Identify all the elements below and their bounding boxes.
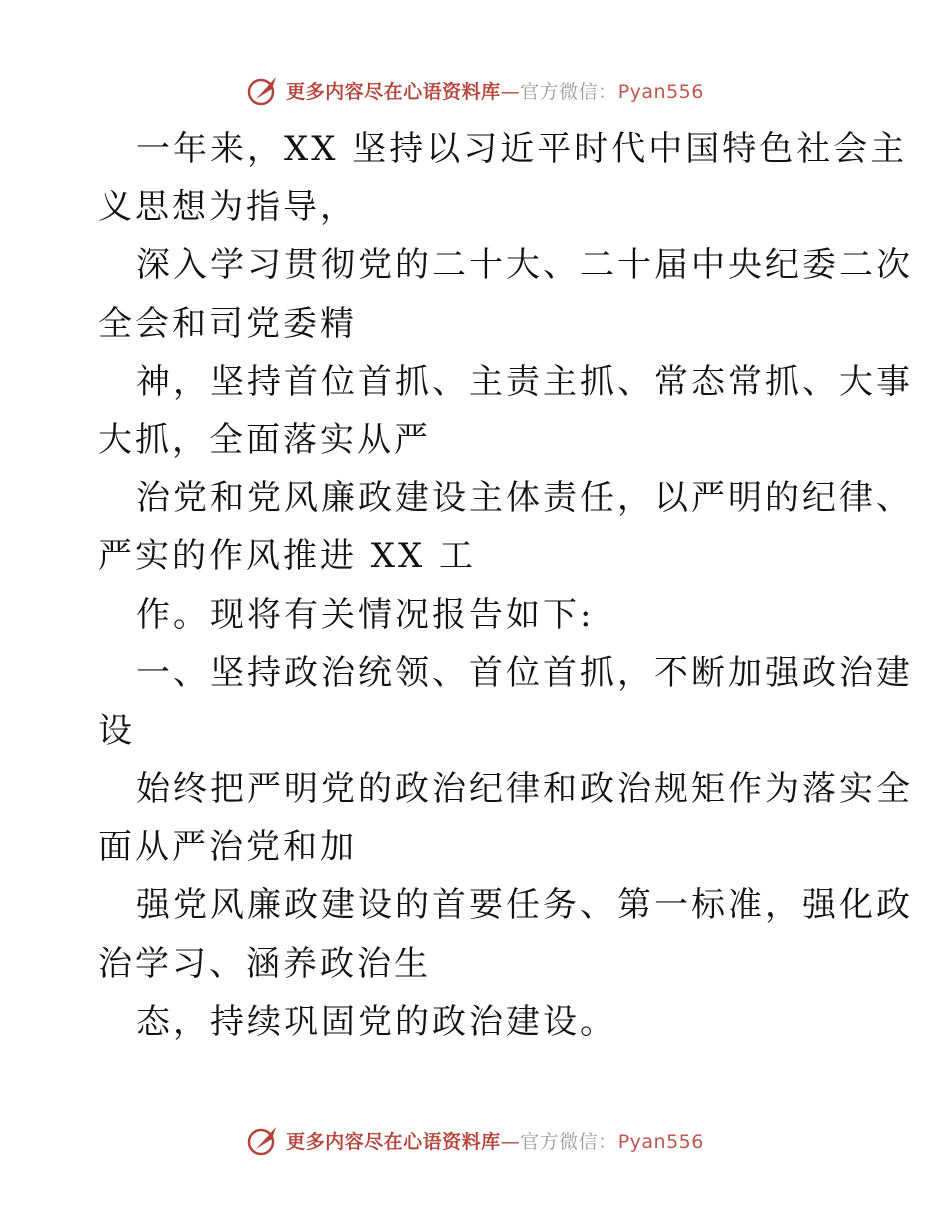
- paragraph-line: 强党风廉政建设的首要任务、第一标准，强化政: [136, 885, 913, 926]
- paragraph-line: 义思想为指导，: [98, 187, 357, 228]
- watermark-dash: —: [500, 1130, 521, 1153]
- section-heading-continuation: 设: [98, 710, 135, 751]
- paragraph-line: 一年来，XX 坚持以习近平时代中国特色社会主: [136, 129, 908, 169]
- watermark-wechat-id: Pyan556: [617, 80, 704, 103]
- paragraph-line: 全会和司党委精: [98, 303, 357, 344]
- paragraph-line: 始终把严明党的政治纪律和政治规矩作为落实全: [136, 769, 913, 810]
- paragraph-line: 态，持续巩固党的政治建设。: [136, 1001, 617, 1042]
- paragraph-line: 治学习、涵养政治生: [98, 943, 431, 984]
- header-watermark: [0, 70, 950, 110]
- paragraph-line: 神，坚持首位首抓、主责主抓、常态常抓、大事: [136, 361, 913, 402]
- watermark-dash: —: [500, 80, 521, 103]
- section-heading: 一、坚持政治统领、首位首抓，不断加强政治建: [136, 652, 913, 693]
- footer-watermark: [0, 1120, 950, 1160]
- paragraph-line: 深入学习贯彻党的二十大、二十届中央纪委二次: [136, 245, 913, 286]
- watermark-label: 官方微信：: [520, 80, 618, 103]
- watermark-wechat-id: Pyan556: [617, 1130, 704, 1153]
- document-body: [98, 120, 913, 1051]
- watermark-site-text: 更多内容尽在心语资料库: [286, 1130, 501, 1153]
- paragraph-line: 严实的作风推进 XX 工: [98, 536, 477, 577]
- quill-logo-icon: [246, 73, 280, 107]
- paragraph-line: 面从严治党和加: [98, 827, 357, 868]
- watermark-label: 官方微信：: [520, 1130, 618, 1153]
- paragraph-line: 大抓，全面落实从严: [98, 419, 431, 460]
- paragraph-line: 作。现将有关情况报告如下:: [136, 594, 595, 635]
- watermark-site-text: 更多内容尽在心语资料库: [286, 80, 501, 103]
- quill-logo-icon: [246, 1123, 280, 1157]
- paragraph-line: 治党和党风廉政建设主体责任，以严明的纪律、: [136, 478, 913, 519]
